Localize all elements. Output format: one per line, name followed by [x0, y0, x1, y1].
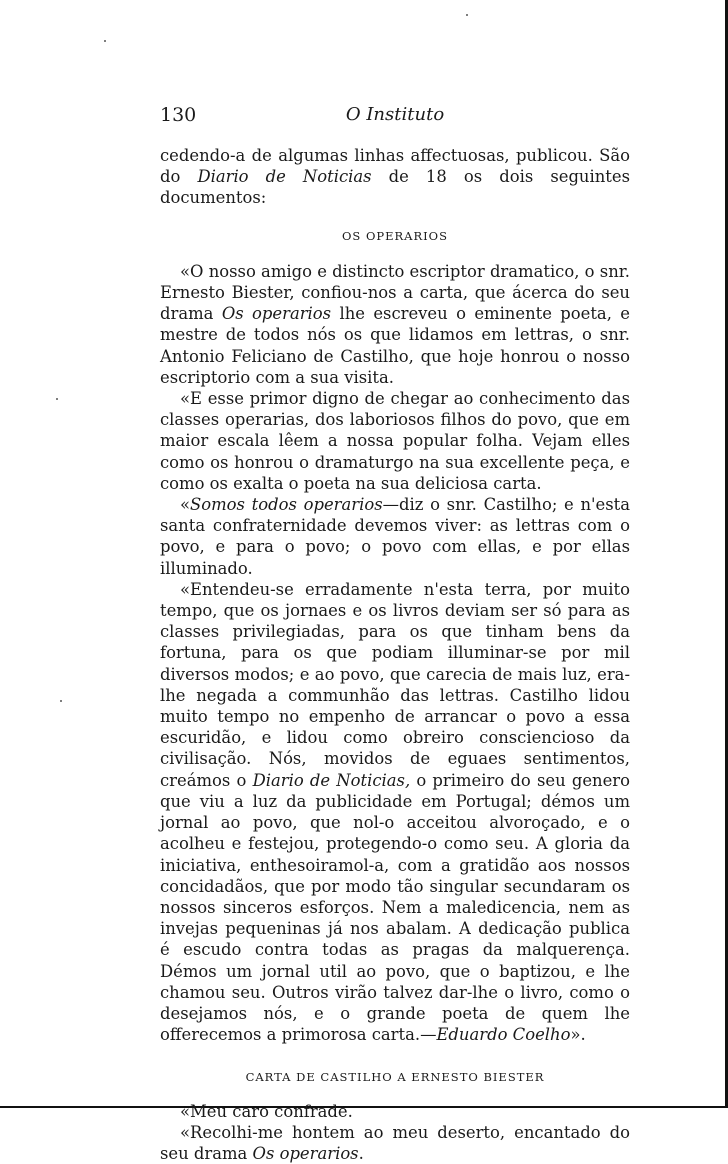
- intro-paragraph: [160, 145, 630, 209]
- page-body: [160, 145, 630, 1164]
- section-heading-carta: CARTA DE CASTILHO A ERNESTO BIESTER: [245, 1070, 545, 1085]
- paragraph-text: o primeiro do seu genero que viu a luz da publicidade em Portugal; démos um jornal ao povo, que nol-o acceitou alvoroçado, e o acolheu e festejou, protegendo-o como seu. A gloria da iniciativa, enthesoiramol-a, com a gratidão aos nossos concidadãos, que por modo tão singular secundaram os nossos sinceros esforços. Nem a maledicencia, nem as invejas pequeninas já nos abalam. A dedicação publica é escudo contra todas as pragas da malquerença. Démos um jornal util ao povo, que o baptizou, e lhe chamou seu. Outros virão talvez dar-lhe o livro, como o desejamos nós, e o grande poeta de quem lhe offerecemos a primorosa carta.—: [160, 770, 630, 1045]
- paragraph-text: ».: [570, 1025, 586, 1045]
- quote-italic: Somos todos operarios: [190, 495, 383, 515]
- intro-text: cedendo-a de algumas linhas affectuosas, publicou. São do: [160, 146, 630, 187]
- paragraph-text: «Recolhi-me hontem ao meu deserto, encantado do seu drama: [160, 1122, 630, 1163]
- paragraph-4: [160, 579, 630, 1045]
- page-number: 130: [160, 104, 197, 126]
- running-title: O Instituto: [345, 104, 445, 125]
- paragraph-2: «E esse primor digno de chegar ao conhecimento das classes operarias, dos laboriosos filhos do povo, que em maior escala lêem a nossa popular folha. Vejam elles como os honrou o dramaturgo na sua excellente peça, e como os exalta o poeta na sua deliciosa carta.: [160, 389, 630, 493]
- print-speck: [466, 14, 468, 16]
- drama-title: Os operarios: [221, 304, 332, 324]
- print-speck: [104, 40, 106, 42]
- paragraph-5: «Meu caro confrade.: [180, 1101, 353, 1121]
- paragraph-3: [160, 494, 630, 579]
- paragraph-1: [160, 261, 630, 388]
- paragraph-text: «Entendeu-se erradamente n'esta terra, por muito tempo, que os jornaes e os livros deviam ser só para as classes privilegiadas, para os que tinham bens da fortuna, para os que podiam illuminar-se por mil diversos modos; e ao povo, que carecia de mais luz, era-lhe negada a communhão das lettras. Castilho lidou muito tempo no empenho de arrancar o povo a essa escuridão, e lidou como obreiro consciencioso da civilisação. Nós, movidos de eguaes sentimentos, creámos o: [160, 579, 630, 790]
- print-speck: [60, 700, 62, 702]
- signature-name: Eduardo Coelho: [436, 1025, 571, 1045]
- paragraph-text: lhe escreveu o eminente poeta, e mestre de todos nós os que lidamos em lettras, o snr. Antonio Feliciano de Castilho, que hoje honrou o nosso escriptorio com a sua visita.: [160, 304, 631, 387]
- journal-title: Diario de Noticias: [197, 167, 372, 187]
- paragraph-text: «: [180, 495, 191, 515]
- paragraph-text: .: [358, 1143, 364, 1163]
- paragraph-text: —diz o snr. Castilho; e n'esta santa confraternidade devemos viver: as lettras com o povo, e para o povo; o povo com ellas, e por ellas illuminado.: [160, 495, 630, 578]
- paragraph-text: «O nosso amigo e distincto escriptor dramatico, o snr. Ernesto Biester, confiou-nos a carta, que ácerca do seu drama: [160, 261, 630, 324]
- journal-title: Diario de Noticias,: [252, 770, 411, 790]
- section-heading-os-operarios: OS OPERARIOS: [342, 228, 448, 243]
- paragraph-6: [160, 1122, 630, 1164]
- print-speck: [56, 398, 58, 400]
- drama-title: Os operarios: [252, 1143, 359, 1163]
- page-header: [160, 104, 630, 128]
- intro-text: de 18 os dois seguintes documentos:: [160, 167, 630, 208]
